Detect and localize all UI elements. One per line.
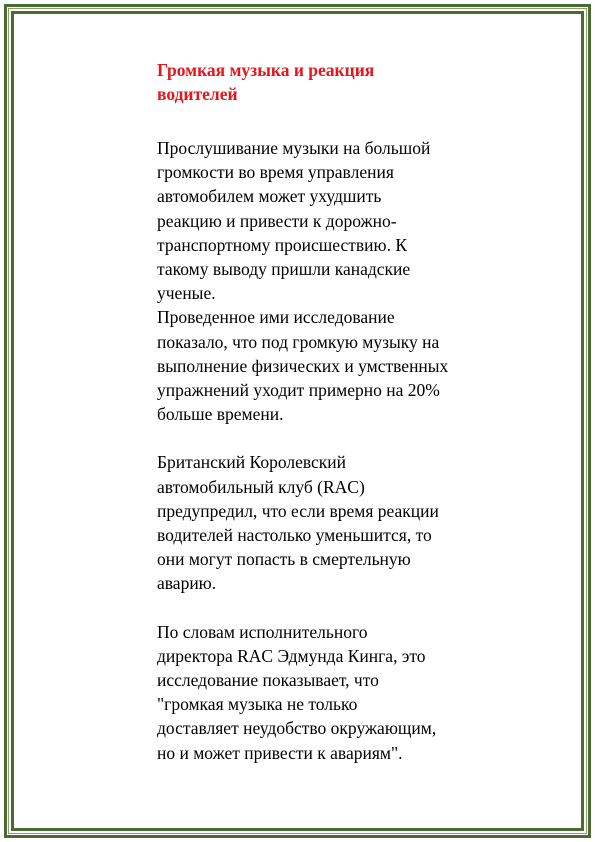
paragraph-3: По словам исполнительного директора RAC Эдмунда Кинга, это исследование показывает, что "громкая музыка не только доставляет неудобство окружающим, но и может привести к авариям". [157,621,437,763]
document-title: Громкая музыка и реакция водителей [157,60,375,104]
document-content [157,58,497,765]
paragraph-2: Британский Королевский автомобильный клуб (RAC) предупредил, что если время реакции водителей настолько уменьшится, то они могут попасть в смертельную аварию. [157,452,439,594]
paragraph-gap [157,426,497,450]
paragraph-1: Прослушивание музыки на большой громкости во время управления автомобилем может ухудшить реакцию и привести к дорожно- транспортному происшествию. К такому выводу пришли канадские ученые. Проведенное ими исследование показало, что под громкую музыку на выполнение физических и умственных упражнений уходит примерно на 20% больше времени. [157,138,449,425]
paragraph-gap [157,596,497,620]
